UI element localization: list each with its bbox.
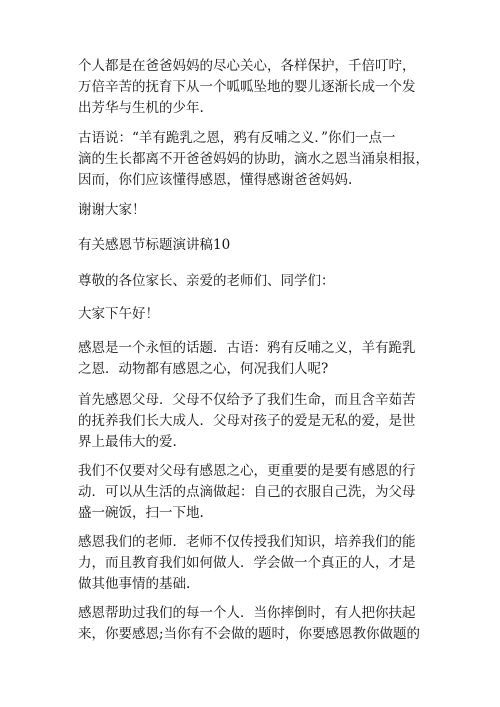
paragraph-thank-parents bbox=[78, 390, 428, 453]
text-line: 感恩帮助过我们的每一个人．当你摔倒时，有人把你扶起 bbox=[78, 605, 416, 621]
text-line: 有关感恩节标题演讲稿10 bbox=[78, 237, 231, 253]
paragraph-gratitude-topic bbox=[78, 338, 428, 380]
paragraph-thanks bbox=[78, 200, 428, 221]
text-line: 我们不仅要对父母有感恩之心，更重要的是要有感恩的行 bbox=[78, 463, 416, 479]
text-line: 大家下午好！ bbox=[78, 306, 159, 322]
text-line: 力，而且教育我们如何做人．学会做一个真正的人，才是 bbox=[78, 555, 416, 571]
paragraph-parents-care bbox=[78, 56, 428, 119]
salutation bbox=[78, 271, 428, 292]
text-line: 个人都是在爸爸妈妈的尽心关心，各样保护，千倍叮咛， bbox=[78, 58, 416, 74]
text-line: 谢谢大家！ bbox=[78, 202, 146, 218]
speech-title bbox=[78, 235, 428, 256]
text-line: 尊敬的各位家长、亲爱的老师们、同学们： bbox=[78, 273, 335, 289]
text-line: 出芳华与生机的少年. bbox=[78, 100, 204, 116]
text-line: 万倍辛苦的抚育下从一个呱呱坠地的婴儿逐渐长成一个发 bbox=[78, 79, 416, 95]
greeting bbox=[78, 304, 428, 325]
text-line: 来，你要感恩;当你有不会做的题时，你要感恩教你做题的 bbox=[78, 626, 421, 642]
paragraph-thank-helpers bbox=[78, 603, 428, 645]
paragraph-ancient-saying bbox=[78, 128, 428, 191]
text-line: 的抚养我们长大成人．父母对孩子的爱是无私的爱，是世 bbox=[78, 413, 416, 429]
text-line: 界上最伟大的爱. bbox=[78, 434, 177, 450]
text-line: 之恩．动物都有感恩之心，何况我们人呢? bbox=[78, 361, 329, 377]
paragraph-thank-teachers bbox=[78, 532, 428, 595]
text-line: 古语说：“羊有跪乳之恩，鸦有反哺之义．”你们一点一 bbox=[78, 130, 396, 146]
text-line: 做其他事情的基础. bbox=[78, 576, 191, 592]
text-line: 因而，你们应该懂得感恩，懂得感谢爸爸妈妈. bbox=[78, 172, 353, 188]
text-line: 动．可以从生活的点滴做起：自己的衣服自己洗，为父母 bbox=[78, 484, 416, 500]
text-line: 感恩是一个永恒的话题．古语：鸦有反哺之义，羊有跪乳 bbox=[78, 340, 416, 356]
text-line: 感恩我们的老师．老师不仅传授我们知识，培养我们的能 bbox=[78, 534, 416, 550]
text-line: 首先感恩父母．父母不仅给予了我们生命，而且含辛茹苦 bbox=[78, 392, 416, 408]
text-line: 盛一碗饭，扫一下地. bbox=[78, 505, 204, 521]
paragraph-gratitude-actions bbox=[78, 461, 428, 524]
text-line: 滴的生长都离不开爸爸妈妈的协助，滴水之恩当涌泉相报， bbox=[78, 151, 429, 167]
